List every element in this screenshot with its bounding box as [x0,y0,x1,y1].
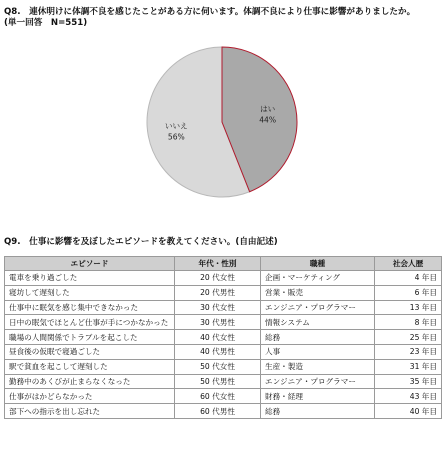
table-row [5,404,442,419]
years-cell: 6 年目 [375,285,442,300]
years-cell: 31 年目 [375,359,442,374]
episode-cell: 職場の人間関係でトラブルを起こした [5,330,175,345]
header-age-gender: 年代・性別 [175,257,261,271]
header-occupation: 職種 [261,257,375,271]
table-row [5,271,442,286]
header-years-working: 社会人歴 [375,257,442,271]
q8-answer-note: (単一回答 N=551) [4,18,88,28]
occupation-cell: 人事 [261,344,375,359]
table-row [5,330,442,345]
table-row [5,389,442,404]
occupation-cell: エンジニア・プログラマー [261,374,375,389]
occupation-cell: 財務・経理 [261,389,375,404]
table-row [5,374,442,389]
episode-cell: 寝坊して遅刻した [5,285,175,300]
age-gender-cell: 30 代男性 [175,315,261,330]
years-cell: 23 年目 [375,344,442,359]
age-gender-cell: 20 代男性 [175,285,261,300]
pie-label-0: はい [260,104,276,114]
age-gender-cell: 50 代男性 [175,374,261,389]
episode-cell: 仕事がはかどらなかった [5,389,175,404]
age-gender-cell: 20 代女性 [175,271,261,286]
episode-cell: 勤務中のあくびが止まらなくなった [5,374,175,389]
q8-question-title: Q8. 連休明けに体調不良を感じたことがある方に伺います。体調不良により仕事に影響がありましたか。 [4,7,416,17]
episode-cell: 仕事中に眠気を感じ集中できなかった [5,300,175,315]
table-row [5,285,442,300]
years-cell: 8 年目 [375,315,442,330]
years-cell: 4 年目 [375,271,442,286]
table-header-row [5,257,442,271]
q9-question-title: Q9. 仕事に影響を及ぼしたエピソードを教えてください。(自由記述) [4,237,278,247]
years-cell: 40 年目 [375,404,442,419]
occupation-cell: 企画・マーケティング [261,271,375,286]
episode-cell: 日中の眠気でほとんど仕事が手につかなかった [5,315,175,330]
age-gender-cell: 60 代男性 [175,404,261,419]
years-cell: 35 年目 [375,374,442,389]
occupation-cell: 総務 [261,404,375,419]
table-row [5,315,442,330]
occupation-cell: エンジニア・プログラマー [261,300,375,315]
episode-cell: 部下への指示を出し忘れた [5,404,175,419]
table-row [5,359,442,374]
age-gender-cell: 40 代男性 [175,344,261,359]
years-cell: 13 年目 [375,300,442,315]
years-cell: 43 年目 [375,389,442,404]
episode-cell: 駅で貧血を起こして遅刻した [5,359,175,374]
occupation-cell: 情報システム [261,315,375,330]
age-gender-cell: 50 代女性 [175,359,261,374]
occupation-cell: 総務 [261,330,375,345]
age-gender-cell: 60 代女性 [175,389,261,404]
header-episode: エピソード [5,257,175,271]
pie-value-1: 56% [167,132,185,142]
occupation-cell: 生産・製造 [261,359,375,374]
episode-cell: 電車を乗り過ごした [5,271,175,286]
age-gender-cell: 40 代女性 [175,330,261,345]
table-row [5,344,442,359]
age-gender-cell: 30 代女性 [175,300,261,315]
years-cell: 25 年目 [375,330,442,345]
episode-cell: 昼食後の仮眠で寝過ごした [5,344,175,359]
episodes-table [4,256,442,419]
table-row [5,300,442,315]
pie-label-1: いいえ [164,121,188,131]
pie-value-0: 44% [259,115,277,125]
occupation-cell: 営業・販売 [261,285,375,300]
